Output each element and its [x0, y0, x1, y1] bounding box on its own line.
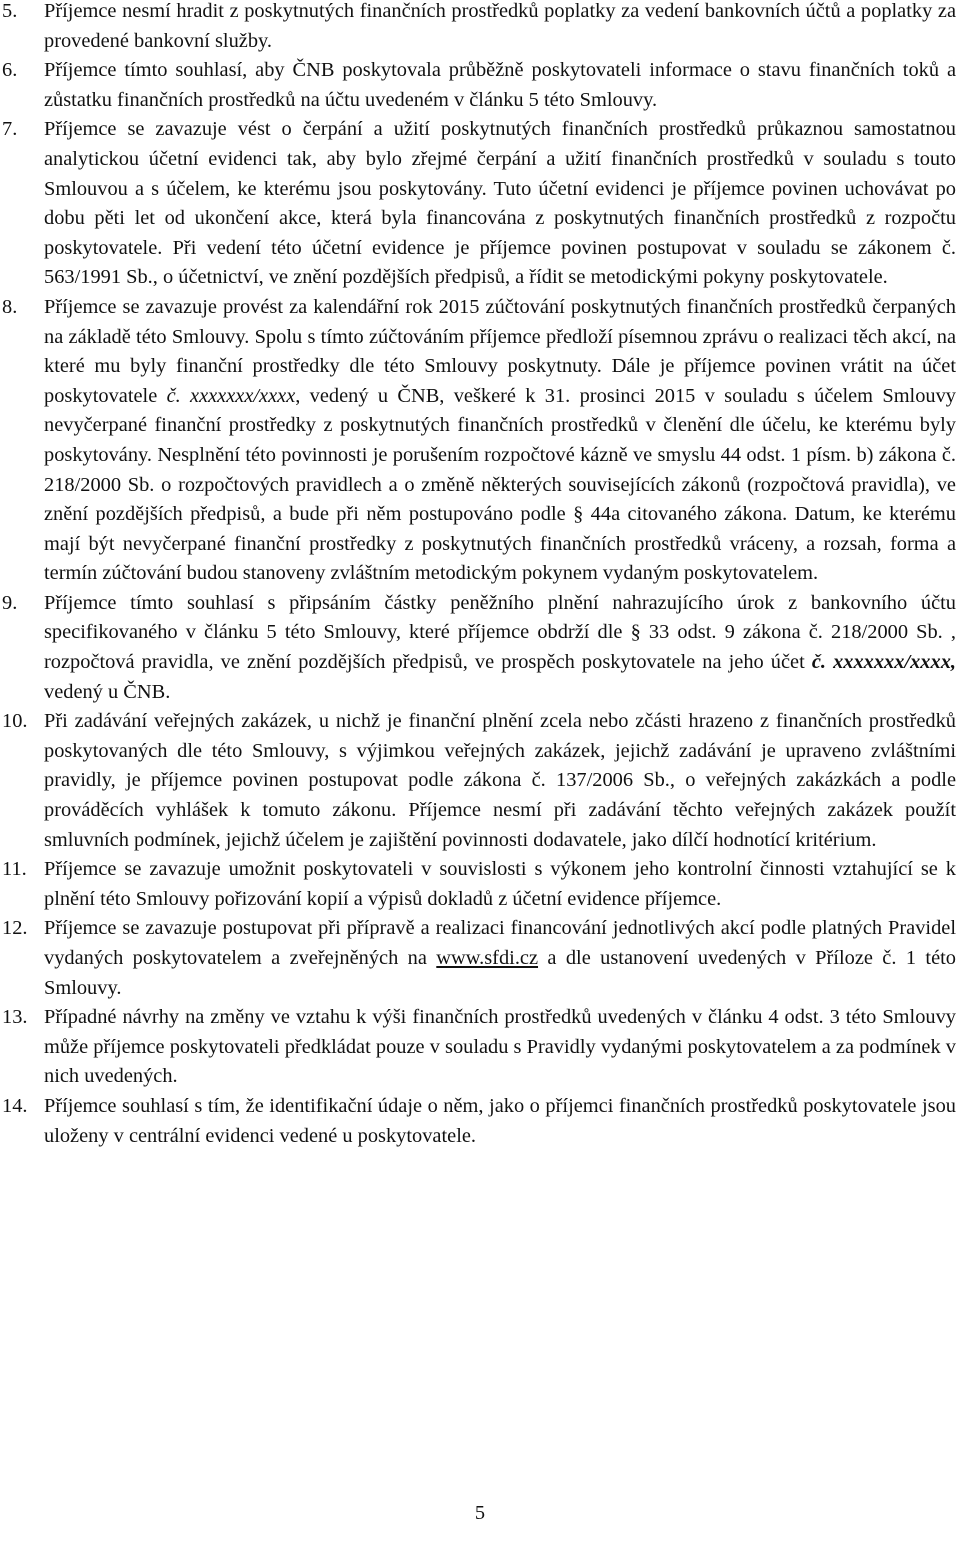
clause-number: 12.	[2, 917, 28, 940]
clause-text-part-a: Příjemce se zavazuje provést za kalendářní rok 2015 zúčtování poskytnutých finančních prostředků čerpaných na základě této Smlouvy. Spolu s tímto zúčtováním příjemce předloží písemnou zprávu o realizaci těch akcí, na které mu byly finanční prostředky dle této Smlouvy poskytnuty. Dále je příjemce povinen vrátit na účet poskytovatele	[44, 295, 956, 407]
clause-text: Příjemce nesmí hradit z poskytnutých finančních prostředků poplatky za vedení bankovních účtů a poplatky za provedené bankovní služby.	[44, 0, 956, 52]
clause-text-part-a: Příjemce tímto souhlasí s připsáním částky peněžního plnění nahrazujícího úrok z bankovního účtu specifikovaného v článku 5 této Smlouvy, které příjemce obdrží dle § 33 odst. 9 zákona č. 218/2000 Sb. , rozpočtová pravidla, ve znění pozdějších předpisů, ve prospěch poskytovatele na jeho účet	[44, 591, 956, 674]
clause-number: 14.	[2, 1094, 28, 1117]
clause-number: 13.	[2, 1006, 28, 1029]
clause-13	[0, 1003, 960, 1092]
clause-14	[0, 1092, 960, 1151]
clause-text: Při zadávání veřejných zakázek, u nichž je finanční plnění zcela nebo zčásti hrazeno z finančních prostředků poskytovaných dle této Smlouvy, s výjimkou veřejných zakázek, jejichž zadávání je upraveno zvláštními pravidly, je příjemce povinen postupovat podle zákona č. 137/2006 Sb., o veřejných zakázkách a podle prováděcích vyhlášek k tomuto zákonu. Příjemce nesmí při zadávání těchto veřejných zakázek použít smluvních podmínek, jejichž účelem je zajištění povinnosti dodavatele, jako dílčí hodnotící kritérium.	[44, 710, 956, 851]
account-number: č. xxxxxxx/xxxx	[166, 384, 296, 407]
clause-number: 10.	[2, 710, 28, 733]
clause-10	[0, 707, 960, 855]
clause-6	[0, 56, 960, 115]
clause-number: 6.	[2, 59, 18, 82]
clause-12	[0, 914, 960, 1003]
clause-9	[0, 589, 960, 707]
sfdi-website-link[interactable]: www.sfdi.cz	[436, 947, 539, 969]
clause-text-part-b: a dle ustanovení uvedených v Příloze č. 1 této Smlouvy.	[44, 947, 956, 999]
clause-text-part-a: Příjemce se zavazuje postupovat při přípravě a realizaci financování jednotlivých akcí podle platných Pravidel vydaných poskytovatelem a zveřejněných na	[44, 917, 956, 969]
clause-number: 9.	[2, 591, 18, 614]
clause-text: Příjemce se zavazuje vést o čerpání a užití poskytnutých finančních prostředků průkaznou samostatnou analytickou účetní evidenci tak, aby bylo zřejmé čerpání a užití finančních prostředků v souladu s touto Smlouvou a s účelem, ke kterému jsou poskytovány. Tuto účetní evidenci je příjemce povinen uchovávat po dobu pěti let od ukončení akce, která byla financována z poskytnutých finančních prostředků z rozpočtu poskytovatele. Při vedení této účetní evidence je příjemce povinen postupovat v souladu se zákonem č. 563/1991 Sb., o účetnictví, ve znění pozdějších předpisů, a řídit se metodickými pokyny poskytovatele.	[44, 118, 956, 289]
clause-text: Příjemce tímto souhlasí, aby ČNB poskytovala průběžně poskytovateli informace o stavu finančních toků a zůstatku finančních prostředků na účtu uvedeném v článku 5 této Smlouvy.	[44, 59, 956, 111]
clause-text-part-b: vedený u ČNB.	[44, 680, 171, 703]
page-number: 5	[474, 1502, 486, 1524]
clause-number: 8.	[2, 295, 18, 318]
clause-8	[0, 293, 960, 589]
clause-text: Případné návrhy na změny ve vztahu k výši finančních prostředků uvedených v článku 4 odst. 3 této Smlouvy může příjemce poskytovateli předkládat pouze v souladu s Pravidly vydanými poskytovatelem a za podmínek v nich uvedených.	[44, 1006, 956, 1088]
clause-number: 7.	[2, 118, 18, 141]
clause-5	[0, 0, 960, 56]
account-number: č. xxxxxxx/xxxx,	[811, 651, 956, 674]
clause-text-part-b: , vedený u ČNB, veškeré k 31. prosinci 2015 v souladu s účelem Smlouvy nevyčerpané finanční prostředky z poskytnutých finančních prostředků v členění dle účelu, ke kterému byly poskytovány. Nesplnění této povinnosti je porušením rozpočtové kázně ve smyslu 44 odst. 1 písm. b) zákona č. 218/2000 Sb. o rozpočtových pravidlech a o změně některých souvisejících zákonů (rozpočtová pravidla), ve znění pozdějších předpisů, a bude při něm postupováno podle § 44a citovaného zákona. Datum, ke kterému mají být nevyčerpané finanční prostředky z poskytnutých finančních prostředků vráceny, a rozsah, forma a termín zúčtování budou stanoveny zvláštním metodickým pokynem vydaným poskytovatelem.	[44, 384, 957, 585]
clause-7	[0, 115, 960, 293]
clause-number: 11.	[2, 858, 27, 881]
clause-11	[0, 855, 960, 914]
clause-number: 5.	[2, 0, 18, 22]
clause-text: Příjemce souhlasí s tím, že identifikační údaje o něm, jako o příjemci finančních prostředků poskytovatele jsou uloženy v centrální evidenci vedené u poskytovatele.	[44, 1094, 956, 1147]
clause-text: Příjemce se zavazuje umožnit poskytovateli v souvislosti s výkonem jeho kontrolní činnosti vztahující se k plnění této Smlouvy pořizování kopií a výpisů dokladů z účetní evidence příjemce.	[44, 858, 956, 910]
